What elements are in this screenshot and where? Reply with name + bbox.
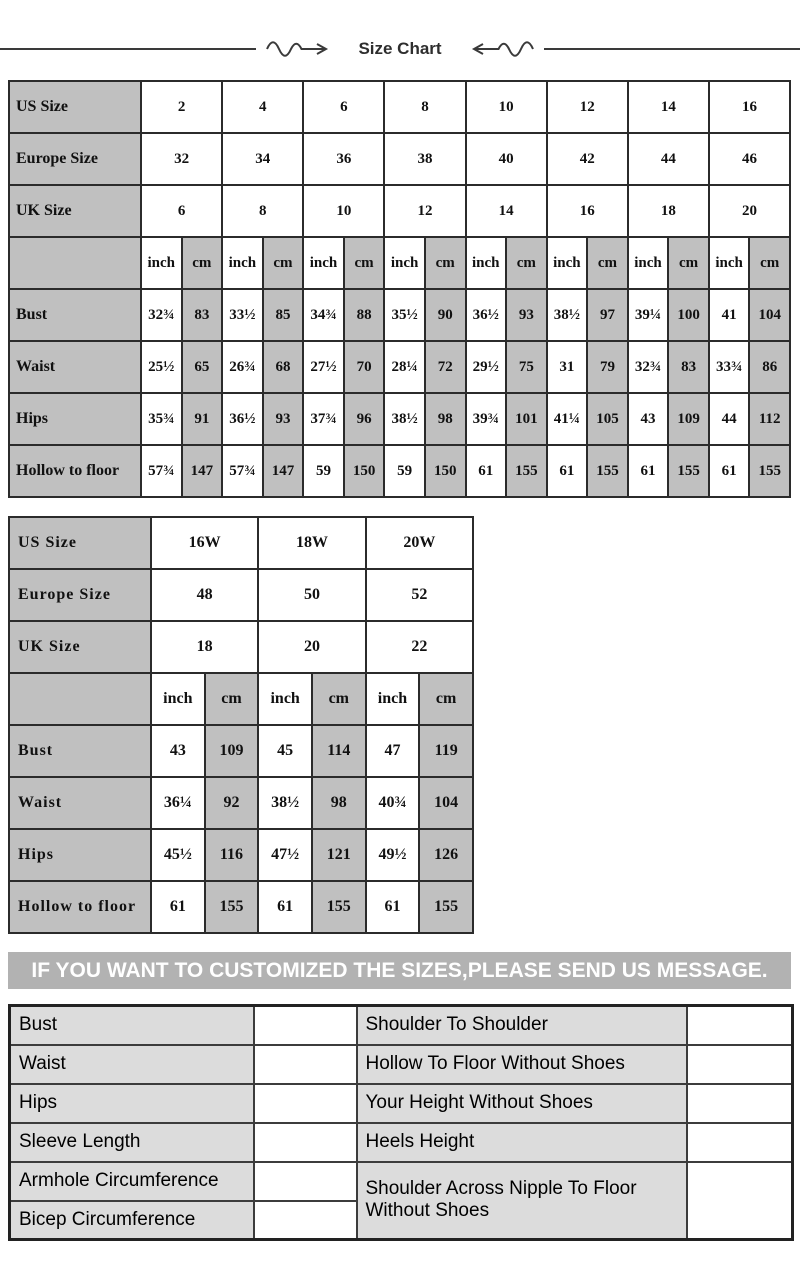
form-label: Your Height Without Shoes bbox=[357, 1084, 687, 1123]
measure-cell: 155 bbox=[506, 445, 547, 497]
row-label: US Size bbox=[9, 81, 141, 133]
measure-cell: 147 bbox=[263, 445, 304, 497]
measure-cell: 36¼ bbox=[151, 777, 205, 829]
size-row bbox=[9, 81, 790, 133]
form-input-cell bbox=[687, 1006, 793, 1045]
measure-cell: 155 bbox=[668, 445, 709, 497]
size-cell: 18W bbox=[258, 517, 365, 569]
size-row bbox=[9, 185, 790, 237]
form-label: Sleeve Length bbox=[10, 1123, 254, 1162]
row-label: Waist bbox=[9, 777, 151, 829]
size-cell: 14 bbox=[628, 81, 709, 133]
measure-cell: 65 bbox=[182, 341, 223, 393]
form-input-cell bbox=[687, 1162, 793, 1240]
measure-cell: 72 bbox=[425, 341, 466, 393]
form-input-cell bbox=[254, 1045, 357, 1084]
measure-cell: 61 bbox=[466, 445, 507, 497]
measure-cell: 101 bbox=[506, 393, 547, 445]
unit-cell: inch bbox=[384, 237, 425, 289]
unit-cell: inch bbox=[222, 237, 263, 289]
measure-cell: 28¼ bbox=[384, 341, 425, 393]
unit-cell: inch bbox=[141, 237, 182, 289]
unit-cell: inch bbox=[303, 237, 344, 289]
measure-cell: 59 bbox=[303, 445, 344, 497]
measure-cell: 61 bbox=[151, 881, 205, 933]
size-cell: 6 bbox=[303, 81, 384, 133]
size-cell: 10 bbox=[303, 185, 384, 237]
form-label: Armhole Circumference bbox=[10, 1162, 254, 1201]
form-label: Bust bbox=[10, 1006, 254, 1045]
measure-cell: 38½ bbox=[547, 289, 588, 341]
squiggle-arrow-left-icon bbox=[468, 40, 534, 58]
measure-cell: 61 bbox=[628, 445, 669, 497]
size-cell: 34 bbox=[222, 133, 303, 185]
size-cell: 52 bbox=[366, 569, 473, 621]
unit-cell: inch bbox=[366, 673, 420, 725]
size-cell: 2 bbox=[141, 81, 222, 133]
measure-cell: 155 bbox=[419, 881, 473, 933]
measure-cell: 83 bbox=[182, 289, 223, 341]
size-cell: 16W bbox=[151, 517, 258, 569]
measure-row bbox=[9, 777, 473, 829]
size-row bbox=[9, 133, 790, 185]
measure-cell: 41¼ bbox=[547, 393, 588, 445]
measure-cell: 45½ bbox=[151, 829, 205, 881]
size-cell: 12 bbox=[384, 185, 465, 237]
unit-cell: cm bbox=[425, 237, 466, 289]
size-cell: 8 bbox=[222, 185, 303, 237]
measure-cell: 83 bbox=[668, 341, 709, 393]
unit-cell: cm bbox=[749, 237, 790, 289]
form-row bbox=[10, 1162, 793, 1201]
measure-cell: 35½ bbox=[384, 289, 425, 341]
size-cell: 20 bbox=[258, 621, 365, 673]
measurement-form-table bbox=[8, 1004, 794, 1241]
measure-cell: 88 bbox=[344, 289, 385, 341]
form-label: Bicep Circumference bbox=[10, 1201, 254, 1240]
measure-cell: 68 bbox=[263, 341, 304, 393]
measure-cell: 40¾ bbox=[366, 777, 420, 829]
unit-cell: inch bbox=[628, 237, 669, 289]
unit-cell: cm bbox=[344, 237, 385, 289]
measure-cell: 112 bbox=[749, 393, 790, 445]
measure-cell: 36½ bbox=[222, 393, 263, 445]
form-label: Waist bbox=[10, 1045, 254, 1084]
row-label: Bust bbox=[9, 289, 141, 341]
size-cell: 20W bbox=[366, 517, 473, 569]
measure-cell: 61 bbox=[258, 881, 312, 933]
unit-cell: inch bbox=[258, 673, 312, 725]
measure-cell: 34¾ bbox=[303, 289, 344, 341]
unit-cell: cm bbox=[419, 673, 473, 725]
measure-cell: 104 bbox=[749, 289, 790, 341]
measure-cell: 49½ bbox=[366, 829, 420, 881]
measure-cell: 25½ bbox=[141, 341, 182, 393]
measure-row bbox=[9, 445, 790, 497]
measure-row bbox=[9, 881, 473, 933]
form-label: Hips bbox=[10, 1084, 254, 1123]
measure-cell: 70 bbox=[344, 341, 385, 393]
size-cell: 50 bbox=[258, 569, 365, 621]
measure-cell: 61 bbox=[547, 445, 588, 497]
squiggle-arrow-right-icon bbox=[266, 40, 332, 58]
size-cell: 22 bbox=[366, 621, 473, 673]
measure-cell: 97 bbox=[587, 289, 628, 341]
unit-cell: cm bbox=[263, 237, 304, 289]
unit-cell: cm bbox=[587, 237, 628, 289]
unit-cell: inch bbox=[151, 673, 205, 725]
row-label: Hollow to floor bbox=[9, 881, 151, 933]
size-row bbox=[9, 569, 473, 621]
measure-cell: 59 bbox=[384, 445, 425, 497]
measure-cell: 147 bbox=[182, 445, 223, 497]
size-table-main bbox=[8, 80, 791, 498]
size-table-plus bbox=[8, 516, 474, 934]
size-cell: 36 bbox=[303, 133, 384, 185]
measure-cell: 126 bbox=[419, 829, 473, 881]
measure-cell: 93 bbox=[263, 393, 304, 445]
measure-cell: 47 bbox=[366, 725, 420, 777]
size-cell: 16 bbox=[547, 185, 628, 237]
size-cell: 20 bbox=[709, 185, 790, 237]
measure-cell: 79 bbox=[587, 341, 628, 393]
measure-cell: 104 bbox=[419, 777, 473, 829]
size-cell: 18 bbox=[628, 185, 709, 237]
row-label: UK Size bbox=[9, 185, 141, 237]
left-rule-line bbox=[0, 48, 256, 50]
form-label: Heels Height bbox=[357, 1123, 687, 1162]
measure-row bbox=[9, 829, 473, 881]
unit-cell: inch bbox=[709, 237, 750, 289]
form-input-cell bbox=[254, 1084, 357, 1123]
page-title: Size Chart bbox=[358, 39, 442, 58]
size-row bbox=[9, 517, 473, 569]
row-label: Europe Size bbox=[9, 569, 151, 621]
measure-cell: 41 bbox=[709, 289, 750, 341]
size-cell: 44 bbox=[628, 133, 709, 185]
unit-cell: cm bbox=[506, 237, 547, 289]
measure-cell: 57¾ bbox=[141, 445, 182, 497]
size-cell: 8 bbox=[384, 81, 465, 133]
row-label: Hips bbox=[9, 829, 151, 881]
measure-cell: 92 bbox=[205, 777, 259, 829]
row-label-empty bbox=[9, 673, 151, 725]
measure-cell: 29½ bbox=[466, 341, 507, 393]
measure-cell: 47½ bbox=[258, 829, 312, 881]
form-row bbox=[10, 1006, 793, 1045]
measure-cell: 155 bbox=[749, 445, 790, 497]
form-input-cell bbox=[254, 1123, 357, 1162]
size-cell: 4 bbox=[222, 81, 303, 133]
measure-row bbox=[9, 725, 473, 777]
measure-cell: 121 bbox=[312, 829, 366, 881]
measure-cell: 35¾ bbox=[141, 393, 182, 445]
form-row bbox=[10, 1123, 793, 1162]
header-decoration-row bbox=[0, 39, 800, 59]
right-rule-line bbox=[544, 48, 800, 50]
measure-cell: 26¾ bbox=[222, 341, 263, 393]
form-input-cell bbox=[687, 1084, 793, 1123]
unit-cell: inch bbox=[466, 237, 507, 289]
measure-cell: 39¾ bbox=[466, 393, 507, 445]
measure-cell: 36½ bbox=[466, 289, 507, 341]
measure-cell: 105 bbox=[587, 393, 628, 445]
size-cell: 10 bbox=[466, 81, 547, 133]
row-label: UK Size bbox=[9, 621, 151, 673]
row-label: Waist bbox=[9, 341, 141, 393]
measure-cell: 85 bbox=[263, 289, 304, 341]
measure-cell: 155 bbox=[312, 881, 366, 933]
measure-cell: 119 bbox=[419, 725, 473, 777]
measure-row bbox=[9, 393, 790, 445]
measure-row bbox=[9, 289, 790, 341]
measure-cell: 98 bbox=[425, 393, 466, 445]
measure-cell: 75 bbox=[506, 341, 547, 393]
size-cell: 42 bbox=[547, 133, 628, 185]
measure-cell: 32¾ bbox=[141, 289, 182, 341]
size-cell: 16 bbox=[709, 81, 790, 133]
measure-cell: 37¾ bbox=[303, 393, 344, 445]
measure-cell: 44 bbox=[709, 393, 750, 445]
row-label: Hollow to floor bbox=[9, 445, 141, 497]
unit-header-row bbox=[9, 237, 790, 289]
unit-cell: cm bbox=[182, 237, 223, 289]
size-cell: 48 bbox=[151, 569, 258, 621]
measure-cell: 39¼ bbox=[628, 289, 669, 341]
measure-cell: 33½ bbox=[222, 289, 263, 341]
measure-cell: 43 bbox=[151, 725, 205, 777]
form-input-cell bbox=[254, 1201, 357, 1240]
unit-cell: inch bbox=[547, 237, 588, 289]
unit-cell: cm bbox=[668, 237, 709, 289]
measure-cell: 61 bbox=[366, 881, 420, 933]
measure-cell: 100 bbox=[668, 289, 709, 341]
measure-cell: 93 bbox=[506, 289, 547, 341]
size-cell: 6 bbox=[141, 185, 222, 237]
size-chart-header bbox=[0, 0, 800, 80]
measure-cell: 109 bbox=[668, 393, 709, 445]
measure-cell: 109 bbox=[205, 725, 259, 777]
form-input-cell bbox=[254, 1162, 357, 1201]
form-label: Hollow To Floor Without Shoes bbox=[357, 1045, 687, 1084]
unit-cell: cm bbox=[205, 673, 259, 725]
measure-cell: 98 bbox=[312, 777, 366, 829]
form-input-cell bbox=[687, 1045, 793, 1084]
measure-cell: 31 bbox=[547, 341, 588, 393]
form-label: Shoulder To Shoulder bbox=[357, 1006, 687, 1045]
unit-cell: cm bbox=[312, 673, 366, 725]
measure-cell: 150 bbox=[344, 445, 385, 497]
measure-cell: 96 bbox=[344, 393, 385, 445]
size-cell: 40 bbox=[466, 133, 547, 185]
customize-banner: IF YOU WANT TO CUSTOMIZED THE SIZES,PLEASE SEND US MESSAGE. bbox=[8, 952, 791, 989]
size-cell: 18 bbox=[151, 621, 258, 673]
measure-cell: 150 bbox=[425, 445, 466, 497]
measure-cell: 45 bbox=[258, 725, 312, 777]
measure-cell: 90 bbox=[425, 289, 466, 341]
measure-cell: 114 bbox=[312, 725, 366, 777]
size-cell: 32 bbox=[141, 133, 222, 185]
row-label-empty bbox=[9, 237, 141, 289]
measure-cell: 61 bbox=[709, 445, 750, 497]
measure-cell: 38½ bbox=[258, 777, 312, 829]
row-label: Europe Size bbox=[9, 133, 141, 185]
unit-header-row bbox=[9, 673, 473, 725]
size-cell: 38 bbox=[384, 133, 465, 185]
form-label: Shoulder Across Nipple To Floor Without Shoes bbox=[357, 1162, 687, 1240]
size-row bbox=[9, 621, 473, 673]
measure-cell: 27½ bbox=[303, 341, 344, 393]
form-input-cell bbox=[687, 1123, 793, 1162]
measure-cell: 57¾ bbox=[222, 445, 263, 497]
row-label: Hips bbox=[9, 393, 141, 445]
measure-cell: 33¾ bbox=[709, 341, 750, 393]
measure-cell: 91 bbox=[182, 393, 223, 445]
measure-cell: 32¾ bbox=[628, 341, 669, 393]
size-cell: 46 bbox=[709, 133, 790, 185]
measure-cell: 155 bbox=[587, 445, 628, 497]
form-input-cell bbox=[254, 1006, 357, 1045]
form-row bbox=[10, 1084, 793, 1123]
measure-cell: 116 bbox=[205, 829, 259, 881]
form-row bbox=[10, 1045, 793, 1084]
row-label: US Size bbox=[9, 517, 151, 569]
measure-cell: 155 bbox=[205, 881, 259, 933]
measure-cell: 43 bbox=[628, 393, 669, 445]
measure-row bbox=[9, 341, 790, 393]
measure-cell: 38½ bbox=[384, 393, 425, 445]
row-label: Bust bbox=[9, 725, 151, 777]
size-cell: 12 bbox=[547, 81, 628, 133]
size-cell: 14 bbox=[466, 185, 547, 237]
measure-cell: 86 bbox=[749, 341, 790, 393]
